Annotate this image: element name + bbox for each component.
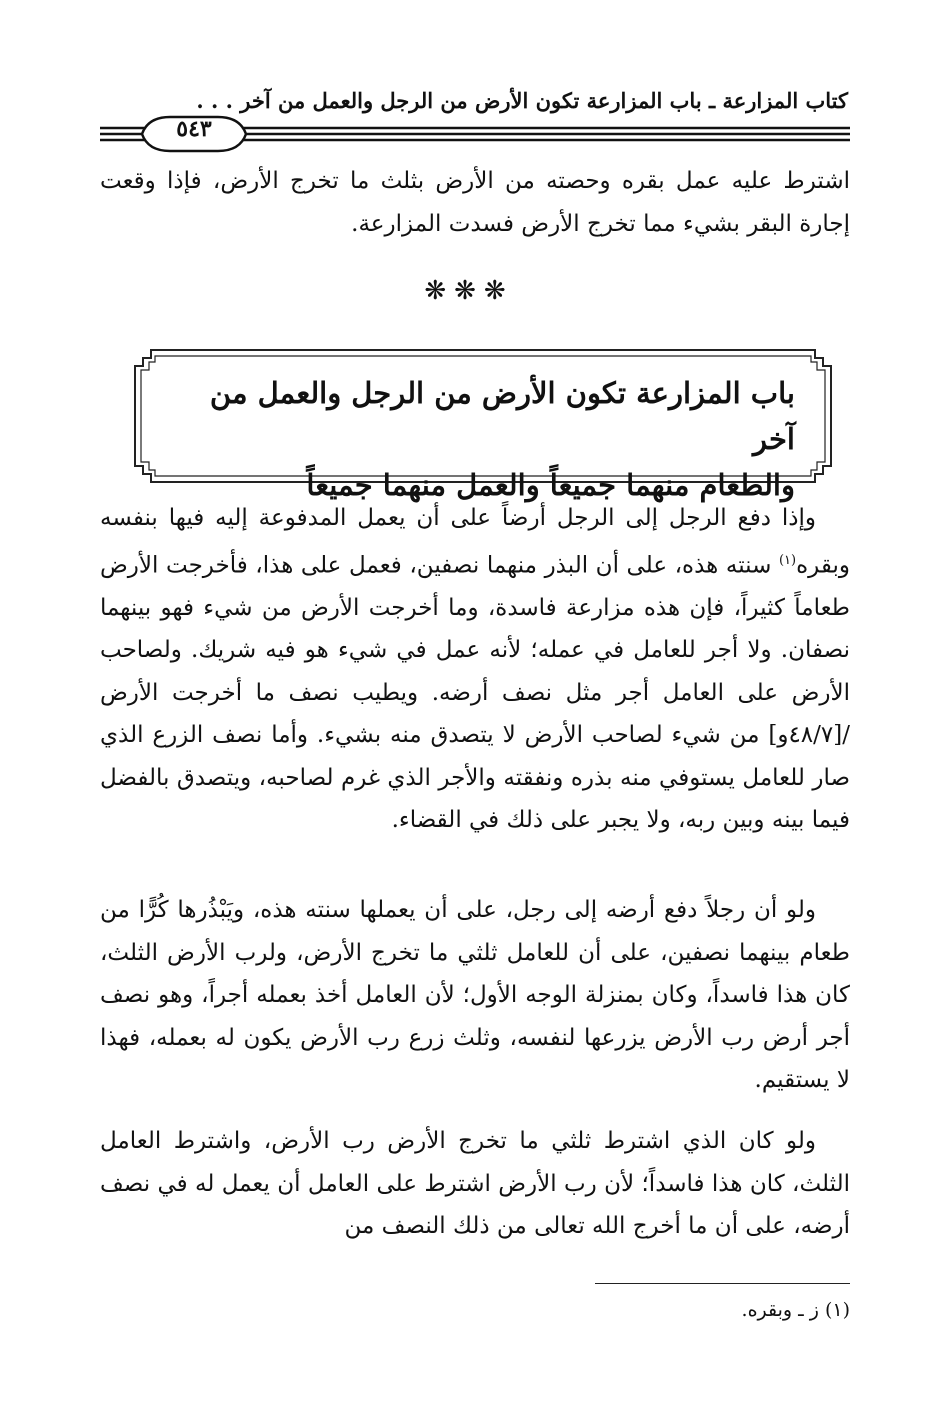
intro-paragraph: اشترط عليه عمل بقره وحصته من الأرض بثلث ما تخرج الأرض، فإذا وقعت إجارة البقر بشيء مما تخرج الأرض فسدت المزارعة. xyxy=(100,168,850,237)
footnote-1: (١) ز ـ وبقره. xyxy=(741,1299,850,1321)
footnote-separator xyxy=(595,1283,850,1284)
section-divider-ornament: ❋❋❋ xyxy=(424,276,514,306)
body-paragraph-3 xyxy=(100,1120,850,1248)
chapter-title-line-2: والطعام منهما جميعاً والعمل منهما جميعاً xyxy=(306,468,795,502)
paragraph-1-text-a: وإذا دفع الرجل إلى الرجل أرضاً على أن يعمل المدفوعة إليه فيها بنفسه وبقره xyxy=(100,505,850,579)
body-paragraph-2 xyxy=(100,889,850,1102)
paragraph-3-text: ولو كان الذي اشترط ثلثي ما تخرج الأرض رب الأرض، واشترط العامل الثلث، كان هذا فاسداً؛ لأن رب الأرض اشترط على العامل أن يعمل له في نصف أرضه، على أن ما أخرج الله تعالى من ذلك النصف من xyxy=(100,1128,850,1239)
paragraph-1-text-b: سنته هذه، على أن البذر منهما نصفين، فعمل على هذا، فأخرجت الأرض طعاماً كثيراً، فإن هذه مزارعة فاسدة، وما أخرجت الأرض من شيء فهو بينهما نصفان. ولا أجر للعامل في عمله؛ لأنه عمل في شيء هو فيه شريك. ولصاحب الأرض على العامل أجر مثل نصف أرضه. ويطيب نصف ما أخرجت الأرض /[٤٨/٧و] من شيء لصاحب الأرض لا يتصدق منه بشيء. وأما نصف الزرع الذي صار للعامل يستوفي منه بذره ونفقته والأجر الذي غرم لصاحبه، ويتصدق بالفضل فيما بينه وبين ربه، ولا يجبر على ذلك في القضاء. xyxy=(100,552,850,834)
body-paragraph-1 xyxy=(100,497,850,842)
page-number: ٥٤٣ xyxy=(176,116,212,142)
footnote-reference-1: (١) xyxy=(778,552,797,568)
chapter-title-line-1: باب المزارعة تكون الأرض من الرجل والعمل من آخر xyxy=(209,376,795,456)
running-header-title: كتاب المزارعة ـ باب المزارعة تكون الأرض من الرجل والعمل من آخر . . . xyxy=(196,88,848,113)
chapter-title xyxy=(170,370,795,508)
paragraph-2-text: ولو أن رجلاً دفع أرضه إلى رجل، على أن يعملها سنته هذه، ويَبْذُرها كُرًّا من طعام بينهما نصفين، على أن للعامل ثلثي ما تخرج الأرض، ولرب الأرض الثلث، كان هذا فاسداً، وكان بمنزلة الوجه الأول؛ لأن العامل أخذ بعمله أجراً، وهو نصف أجر أرض رب الأرض يزرعها لنفسه، وثلث زرع رب الأرض يكون له بعمله، فهذا لا يستقيم. xyxy=(100,897,850,1093)
